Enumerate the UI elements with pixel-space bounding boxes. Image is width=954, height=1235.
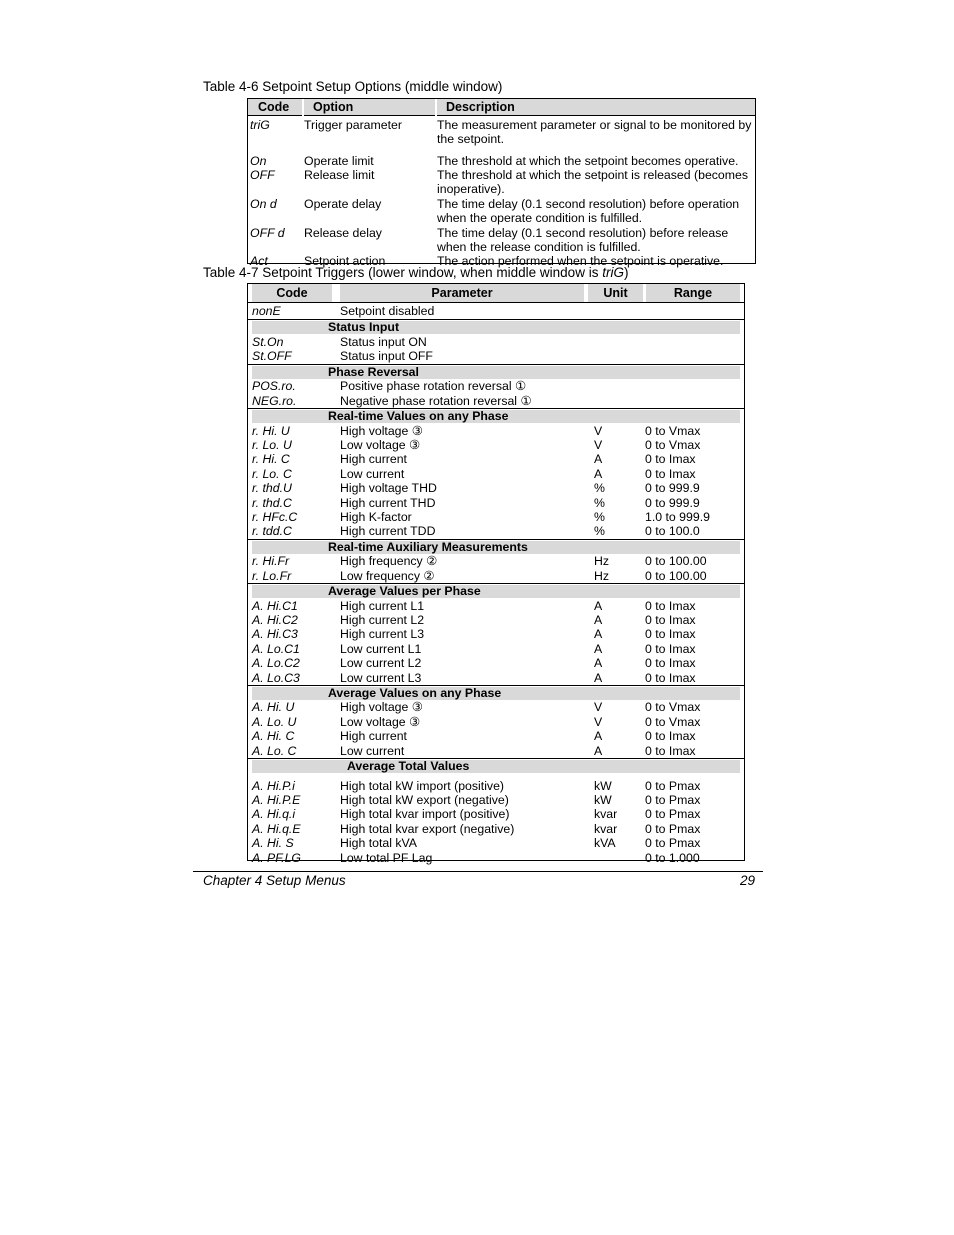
trigger-range: 0 to Vmax — [645, 700, 701, 715]
trigger-code: A. Lo.C1 — [252, 641, 300, 656]
trigger-range: 0 to Imax — [645, 743, 696, 758]
table-row — [248, 613, 744, 627]
section-title: Phase Reversal — [328, 364, 419, 379]
option-description: The threshold at which the setpoint becomes operative. — [437, 154, 739, 168]
trigger-range: 0 to Imax — [645, 729, 696, 744]
table-row — [248, 700, 744, 714]
trigger-unit: % — [594, 495, 605, 510]
trigger-unit: Hz — [594, 554, 610, 569]
trigger-parameter: Low total PF Lag — [340, 850, 433, 865]
trigger-range: 0 to Imax — [645, 656, 696, 671]
trigger-range: 0 to Pmax — [645, 836, 701, 851]
column-header-code: Code — [248, 99, 302, 116]
table-row — [248, 452, 744, 466]
option-name: Release delay — [304, 226, 382, 240]
option-code: OFF — [250, 168, 275, 182]
option-name: Release limit — [304, 168, 375, 182]
trigger-parameter: High current THD — [340, 495, 436, 510]
trigger-code: St.OFF — [252, 349, 292, 364]
trigger-parameter: High current TDD — [340, 524, 436, 539]
trigger-code: A. Hi.C2 — [252, 612, 298, 627]
trigger-parameter: High voltage THD — [340, 481, 437, 496]
trigger-range: 0 to Pmax — [645, 778, 701, 793]
trigger-parameter: Low voltage ③ — [340, 437, 421, 452]
table-row — [248, 335, 744, 349]
page-number: 29 — [740, 873, 756, 888]
trigger-parameter: High current L1 — [340, 598, 425, 613]
trigger-parameter: High K-factor — [340, 509, 412, 524]
section-title: Average Values per Phase — [328, 584, 481, 598]
trigger-code: r. Hi.Fr — [252, 554, 290, 569]
trigger-unit: A — [594, 627, 603, 642]
trigger-unit: V — [594, 423, 603, 438]
trigger-unit: % — [594, 509, 605, 524]
trigger-parameter: High total kW import (positive) — [340, 778, 505, 793]
trigger-range: 0 to 999.9 — [645, 495, 700, 510]
table-row — [248, 304, 744, 318]
trigger-range: 1.0 to 999.9 — [645, 509, 710, 524]
trigger-range: 0 to Pmax — [645, 821, 701, 836]
trigger-unit: A — [594, 612, 603, 627]
trigger-parameter: High total kvar import (positive) — [340, 807, 510, 822]
trigger-range: 0 to 100.00 — [645, 568, 707, 583]
trigger-range: 0 to Imax — [645, 627, 696, 642]
section-divider — [248, 319, 744, 320]
trigger-range: 0 to Pmax — [645, 807, 701, 822]
section-divider — [248, 364, 744, 365]
trigger-unit: V — [594, 700, 603, 715]
trigger-range: 0 to Imax — [645, 598, 696, 613]
option-code: On d — [250, 197, 277, 211]
trigger-unit: A — [594, 670, 603, 685]
trigger-code: r. thd.U — [252, 481, 292, 496]
trigger-range: 0 to 1.000 — [645, 850, 700, 865]
option-name: Trigger parameter — [304, 118, 402, 132]
trigger-parameter: Status input OFF — [340, 349, 433, 364]
trigger-unit: A — [594, 452, 603, 467]
trigger-parameter: Low current L1 — [340, 641, 422, 656]
table-row — [248, 715, 744, 729]
column-header-option: Option — [304, 99, 435, 116]
trigger-code: A. PF.LG — [252, 850, 301, 865]
table-row — [248, 438, 744, 452]
trigger-parameter: High current L2 — [340, 612, 425, 627]
table-row — [248, 524, 744, 538]
trigger-code: NEG.ro. — [252, 393, 297, 408]
trigger-code: nonE — [252, 304, 281, 318]
section-divider — [248, 758, 744, 759]
trigger-unit: A — [594, 656, 603, 671]
table-7-caption — [203, 265, 628, 280]
section-title: Average Values on any Phase — [328, 685, 502, 700]
option-name: Setpoint action — [304, 254, 386, 268]
option-description: The time delay (0.1 second resolution) before operation when the operate condition is fulfilled. — [437, 197, 740, 226]
table-row — [248, 379, 744, 393]
trigger-range: 0 to 100.00 — [645, 554, 707, 569]
trigger-code: A. Lo.C3 — [252, 670, 300, 685]
trigger-range: 0 to 100.0 — [645, 524, 700, 539]
table-row — [248, 836, 744, 850]
trigger-code: POS.ro. — [252, 379, 296, 394]
option-description: The measurement parameter or signal to be monitored by the setpoint. — [437, 118, 752, 147]
trigger-code: r. Hi. U — [252, 423, 290, 438]
trigger-parameter: Status input ON — [340, 334, 427, 349]
section-header — [252, 321, 740, 334]
table-row — [248, 744, 744, 758]
table-row — [248, 671, 744, 685]
setpoint-triggers-table — [247, 283, 745, 865]
table-row — [248, 394, 744, 408]
trigger-range: 0 to Imax — [645, 452, 696, 467]
trigger-parameter: High voltage ③ — [340, 700, 423, 715]
trigger-code: A. Hi. S — [252, 836, 294, 851]
section-divider — [248, 583, 744, 584]
trigger-parameter: Positive phase rotation reversal ① — [340, 379, 527, 394]
table-row — [248, 627, 744, 641]
table-row — [248, 349, 744, 363]
caption-italic-code: triG — [602, 265, 624, 280]
trigger-unit: A — [594, 466, 603, 481]
trigger-code: A. Lo. C — [252, 743, 297, 758]
column-header-range: Range — [646, 284, 740, 302]
option-code: OFF d — [250, 226, 285, 240]
trigger-parameter: High total kvar export (negative) — [340, 821, 515, 836]
footer-chapter: Chapter 4 Setup Menus — [203, 873, 346, 888]
section-header — [252, 366, 740, 379]
trigger-range: 0 to 999.9 — [645, 481, 700, 496]
trigger-parameter: High frequency ② — [340, 554, 438, 569]
trigger-unit: V — [594, 437, 603, 452]
option-description: The threshold at which the setpoint is released (becomes inoperative). — [437, 168, 749, 197]
table-row — [248, 822, 744, 836]
trigger-unit: A — [594, 598, 603, 613]
section-header — [252, 541, 740, 554]
trigger-parameter: Low current L2 — [340, 656, 422, 671]
option-code: On — [250, 154, 267, 168]
section-title: Real-time Values on any Phase — [328, 409, 509, 423]
trigger-parameter: High total kW export (negative) — [340, 792, 509, 807]
trigger-parameter: Negative phase rotation reversal ① — [340, 393, 532, 408]
table-6-caption: Table 4-6 Setpoint Setup Options (middle window) — [203, 79, 503, 94]
trigger-code: r. HFc.C — [252, 509, 298, 524]
trigger-range: 0 to Pmax — [645, 792, 701, 807]
option-description: The time delay (0.1 second resolution) before release when the release condition is fulfilled. — [437, 226, 729, 255]
section-header — [252, 585, 740, 598]
trigger-range: 0 to Imax — [645, 641, 696, 656]
trigger-parameter: Low current L3 — [340, 670, 422, 685]
option-description: The action performed when the setpoint is operative. — [437, 254, 724, 268]
trigger-code: A. Hi.P.i — [252, 778, 295, 793]
trigger-parameter: Setpoint disabled — [340, 304, 435, 318]
trigger-unit: kW — [594, 778, 612, 793]
trigger-parameter: Low frequency ② — [340, 568, 435, 583]
section-header — [252, 410, 740, 423]
trigger-code: A. Hi.q.i — [252, 807, 296, 822]
trigger-code: r. Hi. C — [252, 452, 290, 467]
column-header-description: Description — [437, 99, 755, 116]
trigger-unit: Hz — [594, 568, 610, 583]
table-row — [248, 599, 744, 613]
trigger-code: A. Hi.q.E — [252, 821, 301, 836]
option-name: Operate delay — [304, 197, 382, 211]
trigger-parameter: High current — [340, 729, 407, 744]
trigger-parameter: High voltage ③ — [340, 423, 423, 438]
trigger-range: 0 to Imax — [645, 466, 696, 481]
table-row — [248, 481, 744, 495]
trigger-parameter: High total kVA — [340, 836, 418, 851]
table-row — [248, 510, 744, 524]
table-row — [248, 851, 744, 865]
trigger-code: r. tdd.C — [252, 524, 292, 539]
column-header-unit: Unit — [588, 284, 643, 302]
table-row — [248, 424, 744, 438]
table-row — [248, 793, 744, 807]
table-row — [248, 779, 744, 793]
section-title: Real-time Auxiliary Measurements — [328, 539, 528, 554]
table-row — [248, 496, 744, 510]
section-title: Average Total Values — [347, 759, 470, 773]
table-row — [248, 554, 744, 568]
table-row — [248, 467, 744, 481]
column-header-code: Code — [252, 284, 332, 302]
section-header — [252, 760, 740, 773]
trigger-unit: V — [594, 714, 603, 729]
table-row — [248, 807, 744, 821]
trigger-code: A. Hi.C1 — [252, 598, 298, 613]
option-code: triG — [250, 118, 270, 132]
option-code: Act — [250, 254, 268, 268]
column-header-parameter: Parameter — [340, 284, 584, 302]
trigger-code: r. Lo. C — [252, 466, 292, 481]
trigger-code: A. Hi.C3 — [252, 627, 298, 642]
trigger-parameter: Low current — [340, 743, 405, 758]
trigger-unit: A — [594, 743, 603, 758]
trigger-unit: % — [594, 524, 605, 539]
trigger-code: St.On — [252, 334, 284, 349]
header-divider — [248, 302, 744, 303]
trigger-parameter: Low current — [340, 466, 405, 481]
trigger-parameter: High current L3 — [340, 627, 425, 642]
trigger-range: 0 to Imax — [645, 612, 696, 627]
trigger-unit: A — [594, 729, 603, 744]
trigger-code: A. Hi.P.E — [252, 792, 301, 807]
trigger-parameter: High current — [340, 452, 407, 467]
trigger-unit: % — [594, 481, 605, 496]
trigger-unit: kvar — [594, 807, 618, 822]
trigger-unit: kW — [594, 792, 612, 807]
table-row — [248, 729, 744, 743]
trigger-code: A. Lo. U — [252, 714, 297, 729]
trigger-code: A. Hi. U — [252, 700, 295, 715]
trigger-unit: kVA — [594, 836, 616, 851]
trigger-parameter: Low voltage ③ — [340, 714, 421, 729]
trigger-code: r. Lo.Fr — [252, 568, 292, 583]
trigger-code: r. Lo. U — [252, 437, 292, 452]
section-title: Status Input — [328, 320, 400, 335]
trigger-unit: A — [594, 641, 603, 656]
table-row — [248, 656, 744, 670]
trigger-range: 0 to Vmax — [645, 437, 701, 452]
footer-rule — [193, 871, 763, 872]
trigger-code: A. Lo.C2 — [252, 656, 300, 671]
option-name: Operate limit — [304, 154, 374, 168]
caption-suffix: ) — [623, 265, 629, 280]
trigger-range: 0 to Vmax — [645, 714, 701, 729]
trigger-unit: kvar — [594, 821, 618, 836]
trigger-code: A. Hi. C — [252, 729, 295, 744]
caption-text: Table 4-7 Setpoint Triggers (lower window, when middle window is — [203, 265, 603, 280]
trigger-range: 0 to Vmax — [645, 423, 701, 438]
table-row — [248, 569, 744, 583]
trigger-code: r. thd.C — [252, 495, 292, 510]
trigger-range: 0 to Imax — [645, 670, 696, 685]
setpoint-options-table — [247, 98, 756, 268]
table-row — [248, 642, 744, 656]
section-header — [252, 687, 740, 700]
